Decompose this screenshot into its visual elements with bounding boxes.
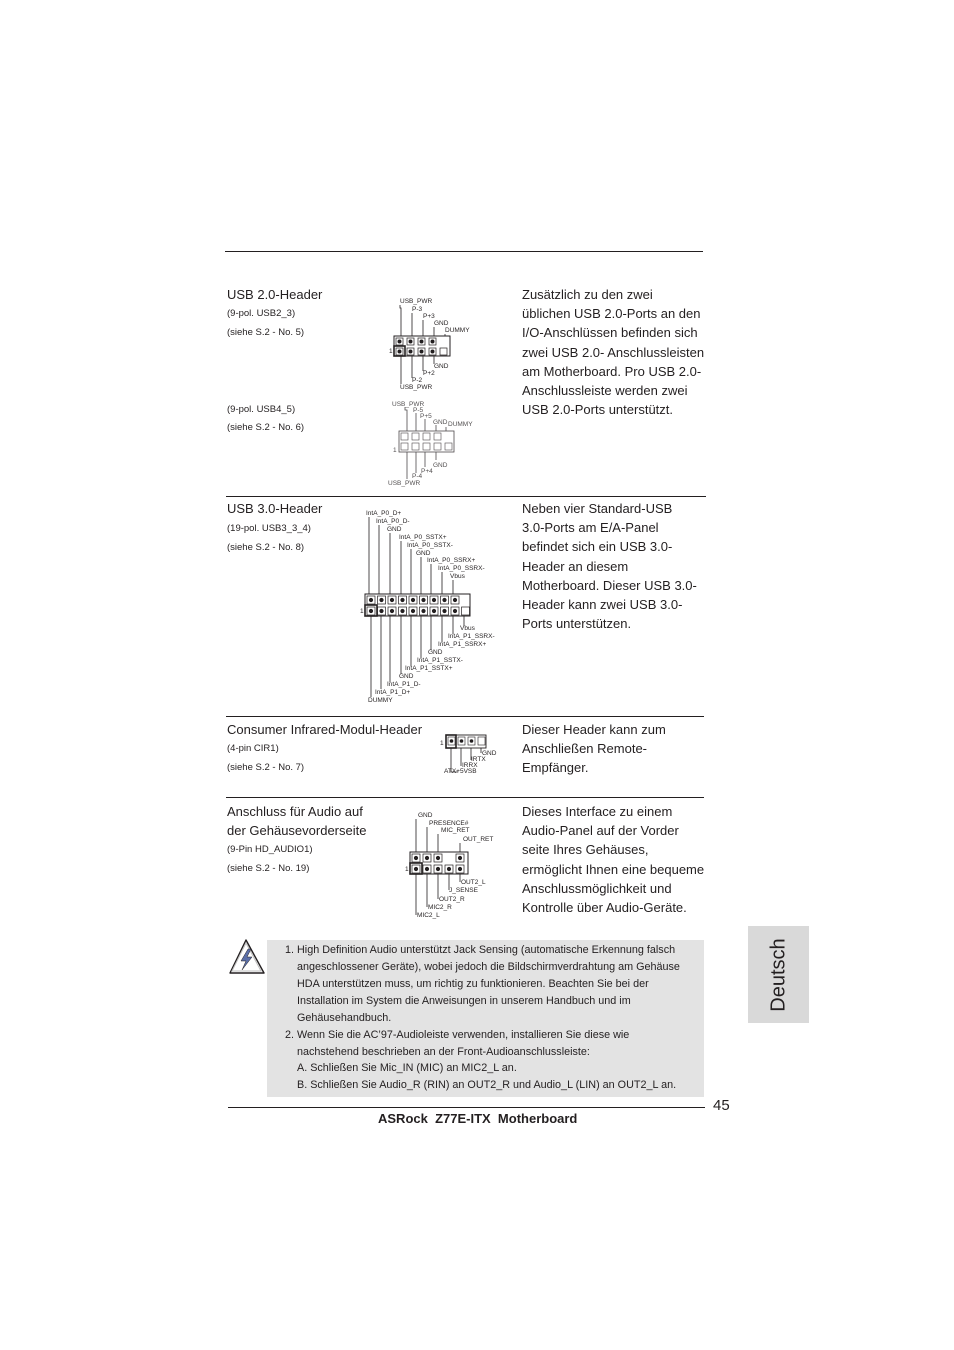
usb20a-label-gnd: GND bbox=[434, 320, 449, 327]
usb20-sub4: (siehe S.2 - No. 6) bbox=[227, 422, 305, 433]
usb20a-label-p+2: P+2 bbox=[423, 370, 435, 377]
warning-lightning-icon bbox=[228, 937, 268, 977]
usb20-sub3: (9-pol. USB4_5) bbox=[227, 404, 296, 415]
usb20b-label-usb-pwr-bottom: USB_PWR bbox=[388, 480, 421, 487]
audio-label-j-sense: J_SENSE bbox=[449, 887, 478, 894]
audio-label-mic2-l: MIC2_L bbox=[417, 912, 440, 919]
note-1-line5: Gehäusehandbuch. bbox=[297, 1012, 392, 1024]
usb20a-pin1: 1 bbox=[389, 348, 393, 355]
usb20b-label-p-5: P-5 bbox=[413, 407, 424, 414]
usb20-sub2: (siehe S.2 - No. 5) bbox=[227, 327, 305, 338]
usb20b-label-p-4: P-4 bbox=[412, 473, 423, 480]
note-2-line2: nachstehend beschrieben an der Front-Audioanschlussleiste: bbox=[297, 1046, 590, 1058]
cir-title: Consumer Infrared-Modul-Header bbox=[227, 722, 423, 737]
audio-title-line1: Anschluss für Audio auf bbox=[227, 804, 363, 819]
usb30-label-p1-ssrx+: IntA_P1_SSRX+ bbox=[438, 641, 487, 648]
audio-sub2: (siehe S.2 - No. 19) bbox=[227, 863, 310, 874]
usb30-label-gnd2: GND bbox=[416, 550, 431, 557]
usb20b-label-p+4: P+4 bbox=[421, 468, 433, 475]
audio-pin1: 1 bbox=[405, 866, 409, 873]
usb20a-label-dummy: DUMMY bbox=[445, 327, 470, 334]
usb30-sub1: (19-pol. USB3_3_4) bbox=[227, 523, 311, 534]
usb30-label-p1-d-: IntA_P1_D- bbox=[387, 681, 421, 688]
usb20a-label-usb-pwr-bottom: USB_PWR bbox=[400, 384, 433, 391]
usb30-label-p1-sstx-: IntA_P1_SSTX- bbox=[417, 657, 463, 664]
footer-title: ASRock Z77E-ITX Motherboard bbox=[378, 1111, 578, 1126]
usb20b-label-usb-pwr: USB_PWR bbox=[392, 401, 425, 408]
cir-description: Dieser Header kann zum Anschließen Remote- Empfänger. bbox=[522, 722, 666, 776]
footer-rule bbox=[228, 1107, 705, 1108]
usb20-sub1: (9-pol. USB2_3) bbox=[227, 308, 296, 319]
note-1-line4: Installation im System die Anweisungen in unserem Handbuch und im bbox=[297, 995, 631, 1007]
rule-cir bbox=[226, 716, 704, 717]
audio-description: Dieses Interface zu einem Audio-Panel auf der Vorder seite Ihres Gehäuses, ermöglicht Ihnen eine bequeme Anschlussmöglichkeit und Kontrolle über Audio-Geräte. bbox=[522, 804, 705, 916]
usb20b-label-gnd-bottom: GND bbox=[433, 462, 448, 469]
usb30-label-vbus-top: Vbus bbox=[450, 573, 465, 580]
audio-label-mic2-r: MIC2_R bbox=[428, 904, 452, 911]
usb20b-pin1: 1 bbox=[393, 447, 397, 454]
usb30-label-p0-d+: IntA_P0_D+ bbox=[366, 510, 402, 517]
cir-pin1: 1 bbox=[440, 740, 444, 747]
cir-label-irtx: IRTX bbox=[471, 756, 486, 763]
usb30-label-p0-sstx-: IntA_P0_SSTX- bbox=[407, 542, 453, 549]
note-2-line4: B. Schließen Sie Audio_R (RIN) an OUT2_R und Audio_L (LIN) an OUT2_L an. bbox=[297, 1079, 677, 1091]
audio-label-presence: PRESENCE# bbox=[429, 820, 469, 827]
usb30-pin1: 1 bbox=[360, 608, 364, 615]
usb30-label-p0-ssrx-: IntA_P0_SSRX- bbox=[438, 565, 485, 572]
usb20a-label-p+3: P+3 bbox=[423, 313, 435, 320]
usb30-label-p0-ssrx+: IntA_P0_SSRX+ bbox=[427, 557, 476, 564]
usb30-label-gnd4: GND bbox=[399, 673, 414, 680]
audio-title-line2: der Gehäusevorderseite bbox=[227, 823, 367, 838]
cir-label-irrx: IRRX bbox=[462, 762, 478, 769]
note-2-line3: A. Schließen Sie Mic_IN (MIC) an MIC2_L an. bbox=[297, 1062, 517, 1074]
audio-label-out2-l: OUT2_L bbox=[461, 879, 486, 886]
usb30-label-gnd3: GND bbox=[428, 649, 443, 656]
usb20a-label-p-2: P-2 bbox=[412, 377, 423, 384]
usb30-label-gnd1: GND bbox=[387, 526, 402, 533]
usb30-sub2: (siehe S.2 - No. 8) bbox=[227, 542, 305, 553]
usb20a-label-gnd-bottom: GND bbox=[434, 363, 449, 370]
rule-usb30 bbox=[226, 496, 706, 497]
audio-label-gnd: GND bbox=[418, 812, 433, 819]
usb20-header-diagram-a bbox=[385, 294, 470, 394]
audio-label-mic-ret: MIC_RET bbox=[441, 827, 470, 834]
cir-sub2: (siehe S.2 - No. 7) bbox=[227, 762, 305, 773]
usb30-label-p1-sstx+: IntA_P1_SSTX+ bbox=[405, 665, 453, 672]
rule-audio bbox=[226, 797, 704, 798]
usb20-title: USB 2.0-Header bbox=[227, 287, 323, 302]
usb30-label-dummy: DUMMY bbox=[368, 697, 393, 704]
usb20-description: Zusätzlich zu den zwei üblichen USB 2.0-Ports an den I/O-Anschlüssen befinden sich zwei USB 2.0- Anschlussleisten am Motherboard. Pro USB 2.0- Anschlussleiste werden zwei USB 2.0-Ports unterstützt. bbox=[522, 287, 705, 418]
usb30-title: USB 3.0-Header bbox=[227, 501, 323, 516]
usb20-header-diagram-b bbox=[388, 397, 473, 489]
audio-label-out-ret: OUT_RET bbox=[463, 836, 494, 843]
usb20b-label-dummy: DUMMY bbox=[448, 421, 473, 428]
usb20b-label-gnd: GND bbox=[433, 419, 448, 426]
cir-label-gnd: GND bbox=[482, 750, 497, 757]
audio-label-out2-r: OUT2_R bbox=[439, 896, 465, 903]
usb30-label-p0-d-: IntA_P0_D- bbox=[376, 518, 410, 525]
note-1-line2: angeschlossener Geräte), wobei jedoch die Bildschirmverdrahtung am Gehäuse bbox=[297, 961, 680, 973]
usb20a-label-usb-pwr: USB_PWR bbox=[400, 298, 433, 305]
top-rule bbox=[225, 251, 703, 252]
note-1-line3: HDA unterstützen muss, um richtig zu funktionieren. Beachten Sie bei der bbox=[297, 978, 649, 990]
cir-sub1: (4-pin CIR1) bbox=[227, 743, 279, 754]
usb20a-label-p-3: P-3 bbox=[412, 306, 423, 313]
language-side-tab: Deutsch bbox=[748, 926, 809, 1023]
note-1-line1: 1. High Definition Audio unterstützt Jack Sensing (automatische Erkennung falsch bbox=[285, 944, 676, 956]
cir-label-atx5vsb: ATX+5VSB bbox=[444, 768, 477, 775]
usb30-label-p1-d+: IntA_P1_D+ bbox=[375, 689, 411, 696]
cir-header-diagram bbox=[438, 730, 502, 778]
usb30-header-diagram bbox=[358, 507, 495, 707]
usb30-label-vbus-bottom: Vbus bbox=[460, 625, 475, 632]
usb30-description: Neben vier Standard-USB 3.0-Ports am E/A-Panel befindet sich ein USB 3.0- Header an diesem Motherboard. Dieser USB 3.0- Header kann zwei USB 3.0- Ports unterstützen. bbox=[522, 501, 697, 632]
page-number: 45 bbox=[713, 1097, 730, 1114]
usb20b-label-p+5: P+5 bbox=[420, 413, 432, 420]
audio-header-diagram bbox=[402, 807, 500, 923]
note-2-line1: 2. Wenn Sie die AC’97-Audioleiste verwenden, installieren Sie diese wie bbox=[285, 1029, 630, 1041]
usb30-label-p1-ssrx-: IntA_P1_SSRX- bbox=[448, 633, 495, 640]
usb30-label-p0-sstx+: IntA_P0_SSTX+ bbox=[399, 534, 447, 541]
audio-sub1: (9-Pin HD_AUDIO1) bbox=[227, 844, 313, 855]
